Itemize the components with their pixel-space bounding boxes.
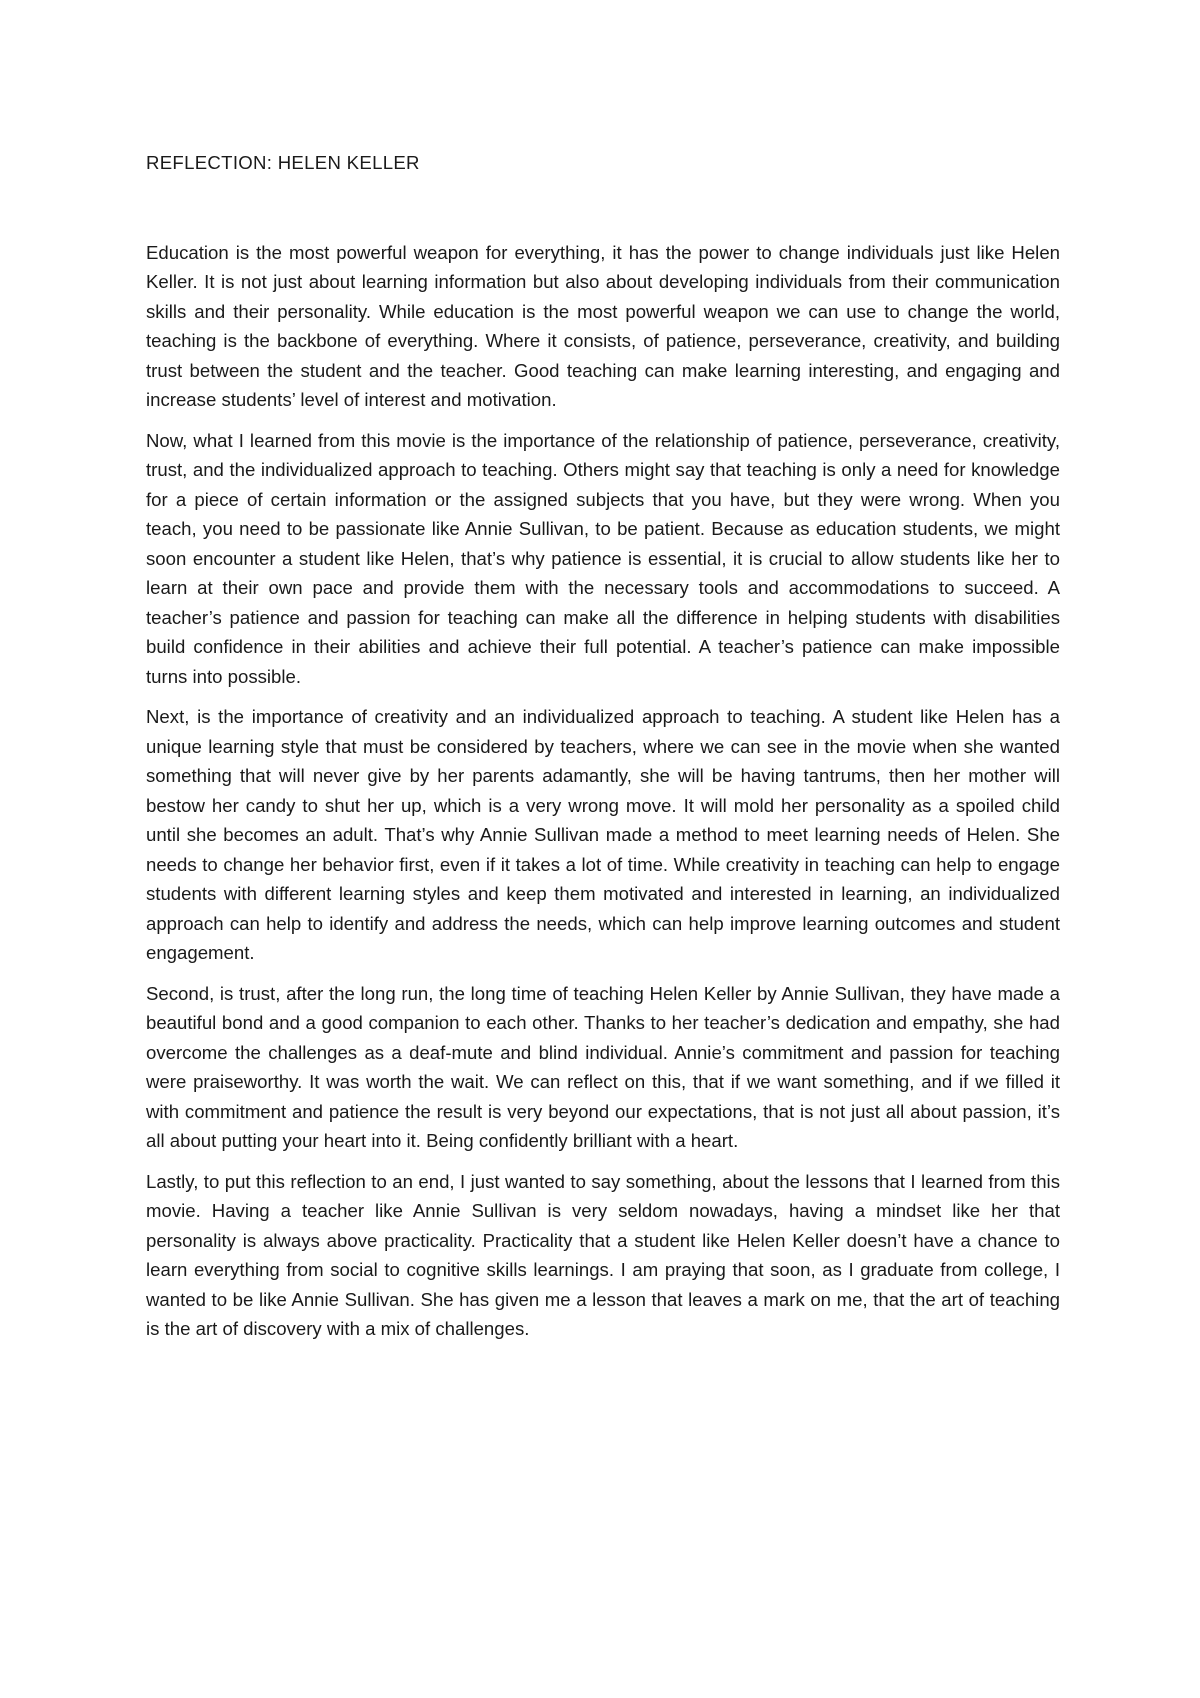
paragraph-patience: Now, what I learned from this movie is the importance of the relationship of patience, perseverance, creativity, trust, and the individualized approach to teaching. Others might say that teaching is only a need for knowledge for a piece of certain information or the assigned subjects that you have, but they were wrong. When you teach, you need to be passionate like Annie Sullivan, to be patient. Because as education students, we might soon encounter a student like Helen, that’s why patience is essential, it is crucial to allow students like her to learn at their own pace and provide them with the necessary tools and accommodations to succeed. A teacher’s patience and passion for teaching can make all the difference in helping students with disabilities build confidence in their abilities and achieve their full potential. A teacher’s patience can make impossible turns into possible. <box>146 429 1060 687</box>
document-body <box>146 148 1060 1355</box>
document-title: REFLECTION: HELEN KELLER <box>146 152 420 173</box>
paragraph-trust: Second, is trust, after the long run, the long time of teaching Helen Keller by Annie Sullivan, they have made a beautiful bond and a good companion to each other. Thanks to her teacher’s dedication and empathy, she had overcome the challenges as a deaf-mute and blind individual. Annie’s commitment and passion for teaching were praiseworthy. It was worth the wait. We can reflect on this, that if we want something, and if we filled it with commitment and patience the result is very beyond our expectations, that is not just all about passion, it’s all about putting your heart into it. Being confidently brilliant with a heart. <box>146 982 1060 1151</box>
paragraph-creativity: Next, is the importance of creativity and an individualized approach to teaching. A student like Helen has a unique learning style that must be considered by teachers, where we can see in the movie when she wanted something that will never give by her parents adamantly, she will be having tantrums, then her mother will bestow her candy to shut her up, which is a very wrong move. It will mold her personality as a spoiled child until she becomes an adult. That’s why Annie Sullivan made a method to meet learning needs of Helen. She needs to change her behavior first, even if it takes a lot of time. While creativity in teaching can help to engage students with different learning styles and keep them motivated and interested in learning, an individualized approach can help to identify and address the needs, which can help improve learning outcomes and student engagement. <box>146 706 1060 963</box>
paragraph-conclusion: Lastly, to put this reflection to an end, I just wanted to say something, about the lessons that I learned from this movie. Having a teacher like Annie Sullivan is very seldom nowadays, having a mindset like her that personality is always above practicality. Practicality that a student like Helen Keller doesn’t have a chance to learn everything from social to cognitive skills learnings. I am praying that soon, as I graduate from college, I wanted to be like Annie Sullivan. She has given me a lesson that leaves a mark on me, that the art of teaching is the art of discovery with a mix of challenges. <box>146 1170 1060 1339</box>
paragraph-introduction: Education is the most powerful weapon for everything, it has the power to change individuals just like Helen Keller. It is not just about learning information but also about developing individuals from their communication skills and their personality. While education is the most powerful weapon we can use to change the world, teaching is the backbone of everything. Where it consists, of patience, perseverance, creativity, and building trust between the student and the teacher. Good teaching can make learning interesting, and engaging and increase students’ level of interest and motivation. <box>146 241 1060 410</box>
